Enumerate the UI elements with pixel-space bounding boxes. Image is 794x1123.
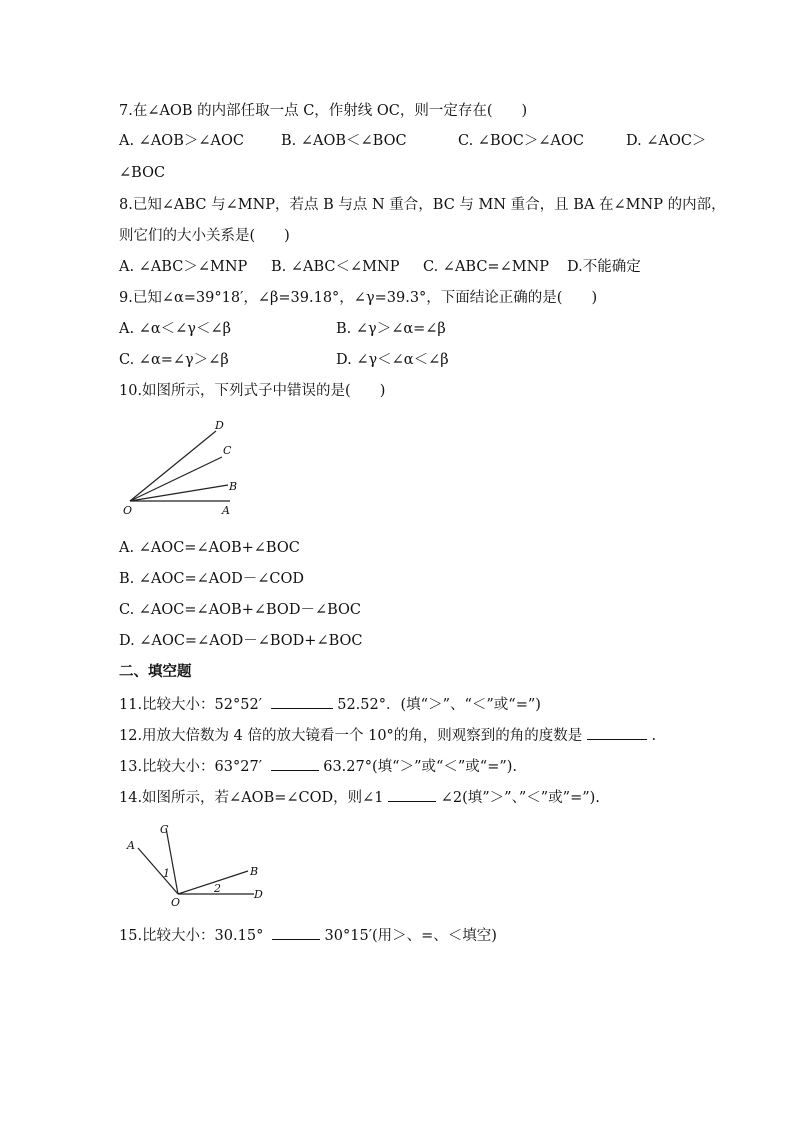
question-9-option-b: B. ∠γ＞∠α=∠β <box>336 321 446 337</box>
question-7-option-a: A. ∠AOB＞∠AOC <box>119 133 244 149</box>
question-10-option-a: A. ∠AOC=∠AOB+∠BOC <box>119 540 300 556</box>
question-8-option-a: A. ∠ABC＞∠MNP <box>119 259 248 275</box>
label-o: O <box>171 896 181 909</box>
question-9-stem: 9.已知∠α=39°18′，∠β=39.18°，∠γ=39.3°，下面结论正确的是( ) <box>119 290 598 306</box>
question-10-option-c: C. ∠AOC=∠AOB+∠BOD－∠BOC <box>119 602 362 618</box>
question-10-angle-figure <box>115 415 245 520</box>
answer-blank-15[interactable] <box>272 924 320 940</box>
question-9-option-a: A. ∠α＜∠γ＜∠β <box>119 321 231 337</box>
label-a: A <box>127 839 135 852</box>
question-9-option-d: D. ∠γ＜∠α＜∠β <box>336 352 449 368</box>
question-7-stem: 7.在∠AOB 的内部任取一点 C，作射线 OC，则一定存在( ) <box>119 103 528 119</box>
question-8-option-c: C. ∠ABC=∠MNP <box>423 259 550 275</box>
label-c: C <box>160 823 169 836</box>
question-7-option-d-continued: ∠BOC <box>119 165 166 181</box>
question-14-angle-figure <box>118 818 278 910</box>
question-15 <box>119 924 497 946</box>
question-11 <box>119 693 541 715</box>
answer-blank-12[interactable] <box>587 724 647 740</box>
angle-label-1: 1 <box>163 867 170 880</box>
question-8-option-d: D.不能确定 <box>567 259 641 275</box>
angle-label-2: 2 <box>214 882 221 895</box>
question-9-option-c: C. ∠α=∠γ＞∠β <box>119 352 229 368</box>
ray-ob <box>178 871 248 894</box>
question-8-stem-line-1: 8.已知∠ABC 与∠MNP，若点 B 与点 N 重合，BC 与 MN 重合，且 BA 在∠MNP 的内部， <box>119 197 726 213</box>
section-title-fill-in: 二、填空题 <box>119 664 192 680</box>
label-a: A <box>222 504 230 517</box>
question-8-option-b: B. ∠ABC＜∠MNP <box>271 259 400 275</box>
question-12-suffix: . <box>651 728 657 744</box>
question-14-prefix: 14.如图所示，若∠AOB=∠COD，则∠1 <box>119 790 384 806</box>
question-15-prefix: 15.比较大小：30.15° <box>119 928 264 944</box>
label-b: B <box>250 865 259 878</box>
question-15-suffix: 30°15′(用＞、=、＜填空) <box>324 928 497 944</box>
question-12 <box>119 724 656 746</box>
question-11-prefix: 11.比较大小：52°52′ <box>119 697 263 713</box>
answer-blank-13[interactable] <box>271 755 319 771</box>
question-13-suffix: 63.27°(填“＞”或“＜”或“=”). <box>323 759 518 775</box>
answer-blank-11[interactable] <box>271 693 333 709</box>
label-c: C <box>223 444 232 457</box>
question-7-option-c: C. ∠BOC＞∠AOC <box>458 133 584 149</box>
question-11-suffix: 52.52°．(填“＞”、“＜”或“=”) <box>337 697 541 713</box>
label-o: O <box>123 504 133 517</box>
question-10-stem: 10.如图所示，下列式子中错误的是( ) <box>119 383 386 399</box>
question-14 <box>119 786 600 808</box>
question-12-prefix: 12.用放大倍数为 4 倍的放大镜看一个 10°的角，则观察到的角的度数是 <box>119 728 583 744</box>
answer-blank-14[interactable] <box>388 786 436 802</box>
label-d: D <box>254 888 263 901</box>
question-8-stem-line-2: 则它们的大小关系是( ) <box>119 228 290 244</box>
question-10-option-b: B. ∠AOC=∠AOD－∠COD <box>119 571 305 587</box>
ray-oa <box>138 848 178 894</box>
question-13 <box>119 755 517 777</box>
question-7-option-b: B. ∠AOB＜∠BOC <box>281 133 407 149</box>
question-7-option-d: D. ∠AOC＞ <box>626 133 707 149</box>
question-14-suffix: ∠2(填”＞”、”＜”或”=”). <box>440 790 600 806</box>
ray-oc <box>166 828 178 894</box>
label-b: B <box>229 480 238 493</box>
question-13-prefix: 13.比较大小：63°27′ <box>119 759 263 775</box>
ray-ob <box>130 485 228 501</box>
question-10-option-d: D. ∠AOC=∠AOD－∠BOD+∠BOC <box>119 633 363 649</box>
label-d: D <box>215 419 224 432</box>
